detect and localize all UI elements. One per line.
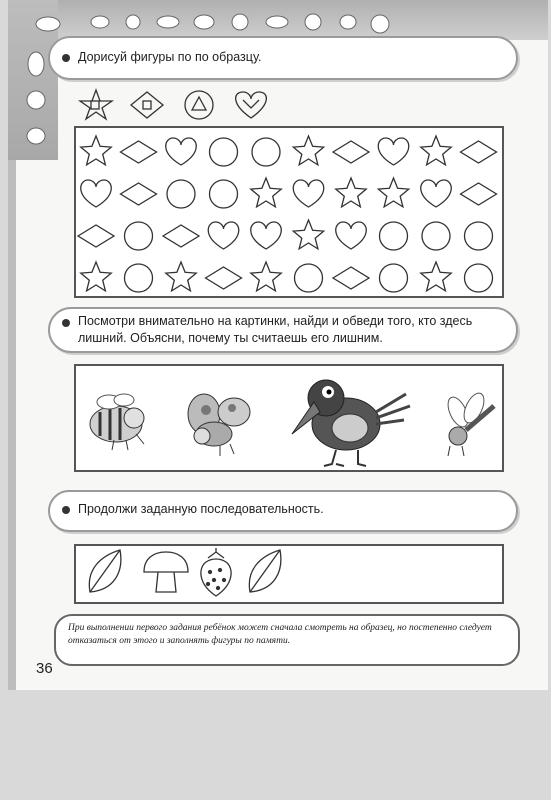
acorn-icon <box>126 15 140 29</box>
grid-circle <box>380 264 408 292</box>
flower-icon <box>232 14 248 30</box>
butterfly-picture[interactable] <box>188 394 250 456</box>
grid-diamond <box>333 267 369 289</box>
grid-star <box>293 220 323 249</box>
grid-heart <box>166 138 197 165</box>
grid-diamond <box>78 225 114 247</box>
grid-heart <box>81 180 112 207</box>
grid-circle <box>210 138 238 166</box>
leaf-icon <box>27 128 45 144</box>
grid-diamond <box>121 183 157 205</box>
grid-diamond <box>333 141 369 163</box>
grid-star <box>336 178 366 207</box>
leaf-icon <box>36 17 60 31</box>
sample-diamond <box>131 92 163 118</box>
grid-circle <box>465 222 493 250</box>
grid-star <box>378 178 408 207</box>
leaf-icon <box>28 52 44 76</box>
task1-header <box>48 36 518 80</box>
leaf-shape-1 <box>89 550 121 592</box>
crow-picture[interactable] <box>292 380 410 466</box>
animals-row <box>74 364 504 470</box>
task3-text: Продолжи заданную последовательность. <box>78 502 324 516</box>
task3-header <box>48 490 518 532</box>
grid-heart <box>378 138 409 165</box>
dragonfly-picture[interactable] <box>444 390 494 456</box>
sample-heart-outer <box>236 92 267 118</box>
leaf-icon <box>157 16 179 28</box>
grid-star <box>166 262 196 291</box>
task1-text: Дорисуй фигуры по по образцу. <box>78 50 262 64</box>
grid-circle <box>422 222 450 250</box>
flower-icon <box>305 14 321 30</box>
grid-circle <box>465 264 493 292</box>
mushroom-shape <box>144 552 188 592</box>
grid-circle <box>125 264 153 292</box>
sample-star <box>80 90 112 119</box>
grid-diamond <box>461 141 497 163</box>
grid-diamond <box>121 141 157 163</box>
grid-heart <box>208 222 239 249</box>
sample-square-in-star <box>91 101 99 109</box>
grid-diamond <box>163 225 199 247</box>
grid-heart <box>421 180 452 207</box>
page-number: 36 <box>36 660 53 677</box>
grid-star <box>251 262 281 291</box>
leaf-shape-2 <box>249 550 281 592</box>
grid-circle <box>380 222 408 250</box>
grid-star <box>421 262 451 291</box>
bee-picture[interactable] <box>90 394 144 450</box>
grid-circle <box>252 138 280 166</box>
task2-header <box>48 307 518 353</box>
seed-icon <box>91 16 109 28</box>
grid-circle <box>125 222 153 250</box>
grid-circle <box>210 180 238 208</box>
sample-triangle <box>192 97 206 110</box>
sample-square-in-diamond <box>143 101 151 109</box>
bullet-icon <box>62 506 70 514</box>
grid-star <box>81 136 111 165</box>
grid-star <box>81 262 111 291</box>
pattern-sample-row <box>75 88 295 124</box>
strawberry-shape <box>201 548 231 596</box>
leaf-icon <box>194 15 214 29</box>
teacher-note <box>54 614 520 666</box>
sample-circle <box>185 91 213 119</box>
grid-circle <box>295 264 323 292</box>
grid-heart <box>251 222 282 249</box>
note-text: При выполнении первого задания ребёнок может сначала смотреть на образец, но постепенно следует отказаться от этого и заполнять фигуры по памяти. <box>68 623 492 646</box>
bullet-icon <box>62 319 70 327</box>
grid-star <box>421 136 451 165</box>
flower-icon <box>27 91 45 109</box>
grid-star <box>251 178 281 207</box>
grid-circle <box>167 180 195 208</box>
grid-star <box>293 136 323 165</box>
sample-chevron <box>243 100 259 108</box>
acorn-icon <box>340 15 356 29</box>
flower-icon <box>371 15 389 33</box>
grid-heart <box>336 222 367 249</box>
grid-diamond <box>206 267 242 289</box>
task2-text: Посмотри внимательно на картинки, найди и обведи того, кто здесь лишний. Объясни, почему ты считаешь его лишним. <box>78 314 473 345</box>
grid-diamond <box>461 183 497 205</box>
side-decor-stripe-lower <box>8 160 16 690</box>
fish-icon <box>266 16 288 28</box>
bullet-icon <box>62 54 70 62</box>
grid-heart <box>293 180 324 207</box>
shape-grid <box>74 126 504 298</box>
sequence-row <box>74 544 504 604</box>
